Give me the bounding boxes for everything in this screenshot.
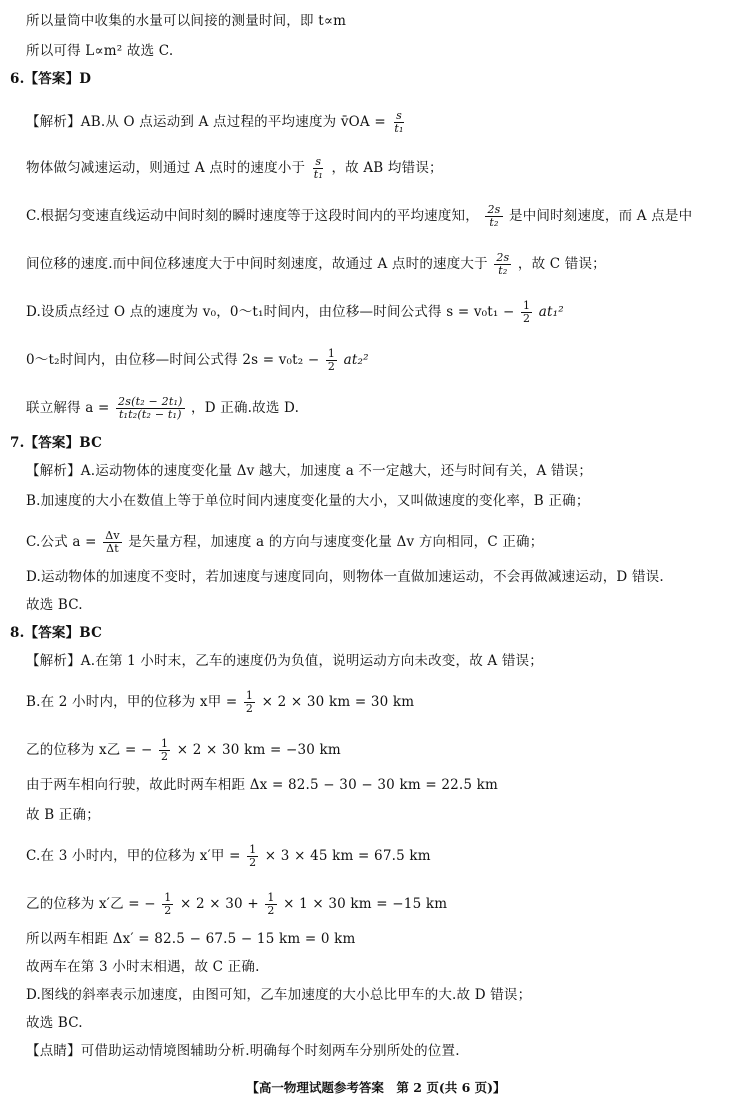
text-line bbox=[26, 844, 431, 869]
text-line bbox=[26, 110, 408, 135]
fraction-numerator: 2s(t₂ − 2t₁) bbox=[118, 395, 183, 408]
text-seg: 【解析】AB.从 O 点运动到 A 点过程的平均速度为 v̄OA = bbox=[26, 114, 386, 130]
fraction-denominator: 2 bbox=[164, 904, 172, 917]
fraction-denominator: t₁ bbox=[313, 168, 323, 181]
fraction-denominator: 2 bbox=[245, 702, 254, 715]
fraction-numerator: 1 bbox=[245, 689, 254, 702]
text-line bbox=[26, 156, 443, 181]
fraction bbox=[265, 892, 276, 917]
text-line bbox=[26, 348, 369, 373]
question-7-answer: 7.【答案】BC bbox=[10, 435, 103, 451]
text-line bbox=[26, 690, 414, 715]
text-seg: B.在 2 小时内，甲的位移为 x甲 = bbox=[26, 694, 238, 710]
text-seg: 间位移的速度.而中间位移速度大于中间时刻速度，故通过 A 点时的速度大于 bbox=[26, 256, 488, 272]
text-seg: × 2 × 30 km = 30 km bbox=[261, 694, 415, 710]
text-line bbox=[26, 252, 606, 277]
text-line: 故选 BC. bbox=[26, 1015, 83, 1031]
text-line: 【解析】A.在第 1 小时末，乙车的速度仍为负值，说明运动方向未改变，故 A 错误； bbox=[26, 653, 543, 669]
tip-line: 【点睛】可借助运动情境图辅助分析.明确每个时刻两车分别所处的位置. bbox=[26, 1043, 460, 1059]
text-line: D.图线的斜率表示加速度，由图可知，乙车加速度的大小总比甲车的大.故 D 错误； bbox=[26, 987, 532, 1003]
text-seg: 联立解得 a = bbox=[26, 400, 110, 416]
text-seg: 乙的位移为 x′乙 = − bbox=[26, 896, 156, 912]
text-line: 故两车在第 3 小时末相遇，故 C 正确. bbox=[26, 959, 260, 975]
fraction bbox=[485, 204, 502, 229]
text-seg: C.在 3 小时内，甲的位移为 x′甲 = bbox=[26, 848, 241, 864]
text-seg: at₁² bbox=[538, 304, 564, 320]
text-seg: ，故 AB 均错误； bbox=[331, 160, 443, 176]
text-seg: × 1 × 30 km = −15 km bbox=[283, 896, 448, 912]
fraction bbox=[103, 530, 122, 555]
text-seg: × 3 × 45 km = 67.5 km bbox=[264, 848, 431, 864]
text-line: D.运动物体的加速度不变时，若加速度与速度同向，则物体一直做加速运动，不会再做减速运动，D 错误. bbox=[26, 569, 664, 585]
text-line: 所以两车相距 Δx′ = 82.5 − 67.5 − 15 km = 0 km bbox=[26, 931, 356, 947]
fraction-numerator: 1 bbox=[161, 737, 169, 750]
question-6-answer: 6.【答案】D bbox=[10, 71, 92, 87]
fraction-denominator: t₁ bbox=[394, 122, 404, 135]
fraction-numerator: s bbox=[396, 109, 402, 122]
fraction bbox=[116, 396, 185, 421]
question-8-answer: 8.【答案】BC bbox=[10, 625, 103, 641]
fraction-numerator: 1 bbox=[164, 891, 172, 904]
fraction-denominator: 2 bbox=[523, 312, 531, 325]
fraction-denominator: 2 bbox=[249, 856, 257, 869]
text-seg: ，故 C 错误； bbox=[517, 256, 606, 272]
fraction-numerator: 1 bbox=[267, 891, 275, 904]
fraction bbox=[159, 738, 170, 763]
fraction bbox=[494, 252, 511, 277]
text-line: 【解析】A.运动物体的速度变化量 Δv 越大，加速度 a 不一定越大，还与时间有关，A 错误； bbox=[26, 463, 593, 479]
text-seg: C.根据匀变速直线运动中间时刻的瞬时速度等于这段时间内的平均速度知， bbox=[26, 208, 479, 224]
text-line: 所以可得 L∝m² 故选 C. bbox=[26, 43, 174, 59]
text-line bbox=[26, 530, 543, 555]
text-line bbox=[26, 204, 692, 229]
text-line bbox=[26, 300, 564, 325]
text-line: B.加速度的大小在数值上等于单位时间内速度变化量的大小，又叫做速度的变化率，B 正确； bbox=[26, 493, 590, 509]
fraction-numerator: s bbox=[315, 155, 322, 168]
text-line: 由于两车相向行驶，故此时两车相距 Δx = 82.5 − 30 − 30 km = 22.5 km bbox=[26, 777, 499, 793]
fraction-numerator: Δv bbox=[105, 529, 120, 542]
fraction bbox=[312, 156, 325, 181]
fraction-denominator: 2 bbox=[327, 360, 336, 373]
fraction bbox=[244, 690, 255, 715]
text-seg: at₂² bbox=[343, 352, 369, 368]
fraction bbox=[521, 300, 532, 325]
fraction bbox=[247, 844, 258, 869]
text-line bbox=[26, 892, 447, 917]
text-seg: 乙的位移为 x乙 = − bbox=[26, 742, 153, 758]
text-line: 故选 BC. bbox=[26, 597, 83, 613]
text-line: 故 B 正确； bbox=[26, 807, 100, 823]
text-seg: 0～t₂时间内，由位移—时间公式得 2s = v₀t₂ − bbox=[26, 352, 320, 368]
text-seg: × 2 × 30 km = −30 km bbox=[176, 742, 341, 758]
page-footer: 【高一物理试题参考答案 第 2 页(共 6 页)】 bbox=[246, 1080, 506, 1095]
text-line bbox=[26, 738, 341, 763]
fraction-denominator: t₂ bbox=[498, 264, 508, 277]
fraction-numerator: 2s bbox=[496, 251, 510, 264]
fraction-denominator: t₂ bbox=[489, 216, 499, 229]
fraction bbox=[392, 110, 405, 135]
text-seg: 物体做匀减速运动，则通过 A 点时的速度小于 bbox=[26, 160, 306, 176]
text-seg: C.公式 a = bbox=[26, 534, 97, 550]
fraction-numerator: 1 bbox=[523, 299, 531, 312]
fraction-numerator: 1 bbox=[249, 843, 257, 856]
fraction bbox=[326, 348, 337, 373]
text-line: 所以量筒中收集的水量可以间接的测量时间，即 t∝m bbox=[26, 13, 347, 29]
text-seg: 是矢量方程，加速度 a 的方向与速度变化量 Δv 方向相同，C 正确； bbox=[128, 534, 544, 550]
fraction-numerator: 2s bbox=[487, 203, 501, 216]
text-seg: × 2 × 30 + bbox=[179, 896, 259, 912]
fraction-denominator: t₁t₂(t₂ − t₁) bbox=[118, 408, 182, 421]
text-seg: D.设质点经过 O 点的速度为 v₀，0～t₁时间内，由位移—时间公式得 s = v₀t₁ − bbox=[26, 304, 515, 320]
fraction-denominator: Δt bbox=[106, 542, 119, 555]
fraction bbox=[162, 892, 173, 917]
text-line bbox=[26, 396, 299, 421]
fraction-denominator: 2 bbox=[267, 904, 275, 917]
text-seg: ，D 正确.故选 D. bbox=[191, 400, 300, 416]
fraction-denominator: 2 bbox=[161, 750, 169, 763]
fraction-numerator: 1 bbox=[327, 347, 336, 360]
text-seg: 是中间时刻速度，而 A 点是中 bbox=[509, 208, 693, 224]
